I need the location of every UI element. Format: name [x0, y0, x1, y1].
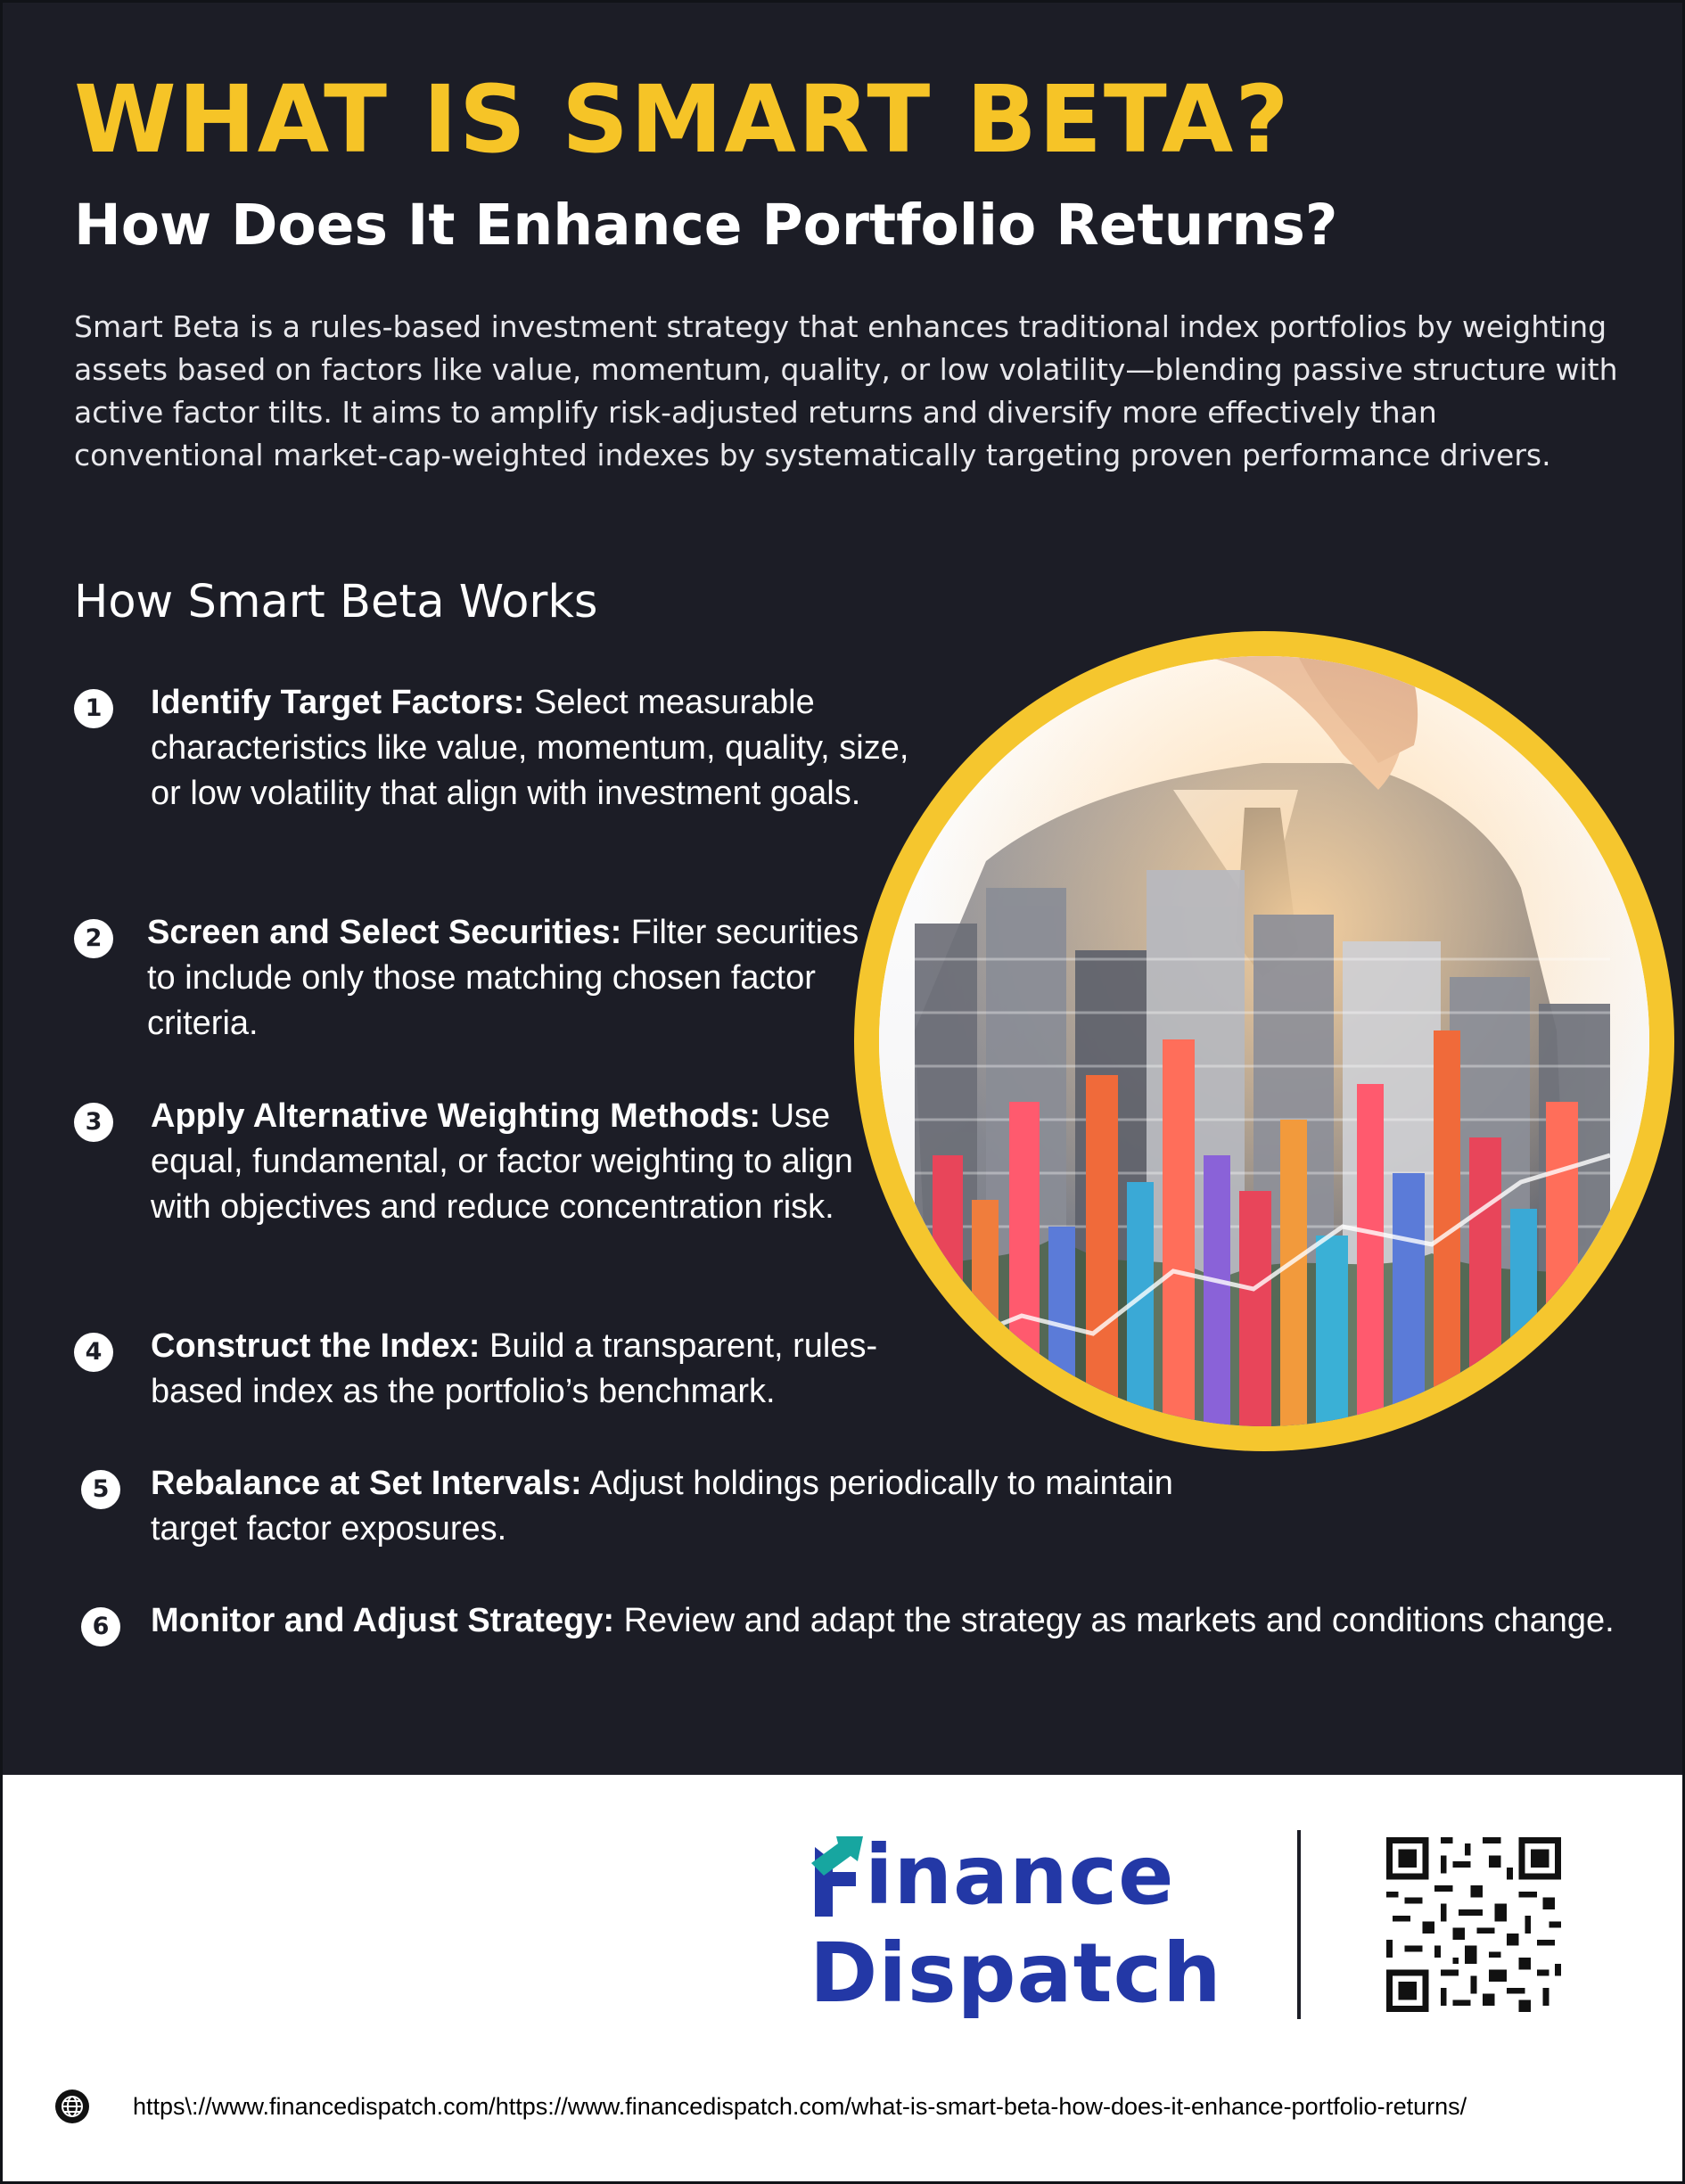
footer-divider [1297, 1830, 1301, 2019]
step-number-badge: 4 [74, 1333, 113, 1372]
step-number-badge: 3 [74, 1103, 113, 1142]
logo-text-finance: inance [865, 1827, 1175, 1923]
dark-content-panel [3, 3, 1682, 1775]
page-title: WHAT IS SMART BETA? [74, 65, 1291, 174]
logo-text-dispatch: Dispatch [810, 1925, 1222, 2021]
step-number-badge: 6 [81, 1607, 120, 1646]
step-number-badge: 5 [81, 1470, 120, 1509]
finance-dispatch-logo [810, 1826, 1255, 2040]
step-title: Construct the Index: [151, 1327, 481, 1365]
businessman-city-bar-chart-photo [879, 656, 1649, 1426]
step-title: Rebalance at Set Intervals: [151, 1465, 582, 1502]
source-url[interactable]: https\://www.financedispatch.com/https://www.financedispatch.com/what-is-smart-beta-how-does-it-enhance-portfolio-returns/ [133, 2093, 1467, 2120]
step-description [151, 1598, 1631, 1644]
section-heading: How Smart Beta Works [74, 576, 598, 628]
globe-icon [54, 2089, 90, 2124]
step-body: Use equal, fundamental, or factor weighting to align with objectives and reduce concentration risk. [151, 1097, 853, 1226]
qr-code-icon[interactable] [1386, 1837, 1561, 2012]
step-description [147, 910, 860, 1047]
photo-ring [854, 631, 1674, 1451]
photo-illustration [879, 656, 1649, 1426]
step-number-badge: 2 [74, 919, 113, 958]
step-description [151, 680, 935, 817]
step-body: Filter securities to include only those matching chosen factor criteria. [147, 914, 859, 1042]
step-body: Review and adapt the strategy as markets and conditions change. [614, 1602, 1615, 1639]
step-description [151, 1094, 864, 1230]
step-title: Screen and Select Securities: [147, 914, 622, 951]
intro-paragraph: Smart Beta is a rules-based investment strategy that enhances traditional index portfolios by weighting assets based on factors like value, momentum, quality, or low volatility—blending passive structure with active factor tilts. It aims to amplify risk-adjusted returns and diversify more effectively than conventional market-cap-weighted indexes by systematically targeting proven performance drivers. [74, 309, 1618, 472]
page-subtitle: How Does It Enhance Portfolio Returns? [74, 193, 1338, 258]
step-title: Apply Alternative Weighting Methods: [151, 1097, 761, 1135]
step-description [151, 1324, 935, 1415]
step-description [151, 1461, 1256, 1552]
step-body: Adjust holdings periodically to maintain target factor exposures. [151, 1465, 1173, 1548]
step-title: Identify Target Factors: [151, 684, 525, 721]
step-title: Monitor and Adjust Strategy: [151, 1602, 615, 1639]
step-body: Build a transparent, rules-based index as the portfolio’s benchmark. [151, 1327, 878, 1410]
step-number-badge: 1 [74, 689, 113, 728]
logo-f-arrow-icon [810, 1835, 867, 1917]
step-body: Select measurable characteristics like value, momentum, quality, size, or low volatility that align with investment goals. [151, 684, 909, 812]
